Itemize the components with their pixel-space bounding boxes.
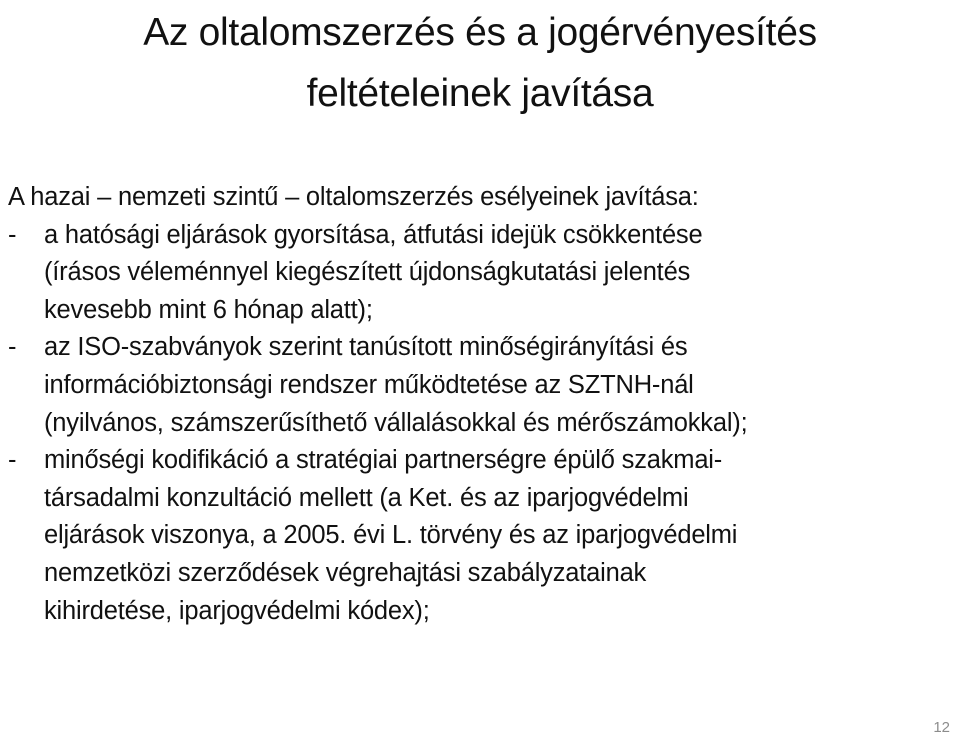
item-2-line-2: információbiztonsági rendszer működtetése az SZTNH-nál [44,370,694,399]
list-item-1 [8,217,953,330]
page-number: 12 [933,719,950,736]
item-3-line-2: társadalmi konzultáció mellett (a Ket. és az iparjogvédelmi [44,483,689,512]
bullet-dash: - [8,220,17,249]
item-3-line-3: eljárások viszonya, a 2005. évi L. törvény és az iparjogvédelmi [44,521,738,550]
item-3-line-4: nemzetközi szerződések végrehajtási szabályzatainak [44,558,647,587]
title-line-2: feltételeinek javítása [306,72,654,115]
item-1-line-1: a hatósági eljárások gyorsítása, átfutási idejük csökkentése [44,220,703,249]
bullet-dash: - [8,446,17,475]
slide-body [8,179,953,630]
list-item-3 [8,442,953,630]
item-1-line-3: kevesebb mint 6 hónap alatt); [44,295,373,324]
item-2-line-3: (nyilvános, számszerűsíthető vállalásokkal és mérőszámokkal); [44,408,748,437]
list-item-2 [8,329,953,442]
item-1-line-2: (írásos véleménnyel kiegészített újdonságkutatási jelentés [44,258,691,287]
item-3-line-1: minőségi kodifikáció a stratégiai partnerségre épülő szakmai- [44,446,723,475]
slide-title [0,2,960,124]
item-3-line-5: kihirdetése, iparjogvédelmi kódex); [44,596,430,625]
intro-text: A hazai – nemzeti szintű – oltalomszerzés esélyeinek javítása: [8,183,699,211]
bullet-dash: - [8,333,17,362]
title-line-1: Az oltalomszerzés és a jogérvényesítés [143,11,817,54]
item-2-line-1: az ISO-szabványok szerint tanúsított minőségirányítási és [44,333,688,362]
